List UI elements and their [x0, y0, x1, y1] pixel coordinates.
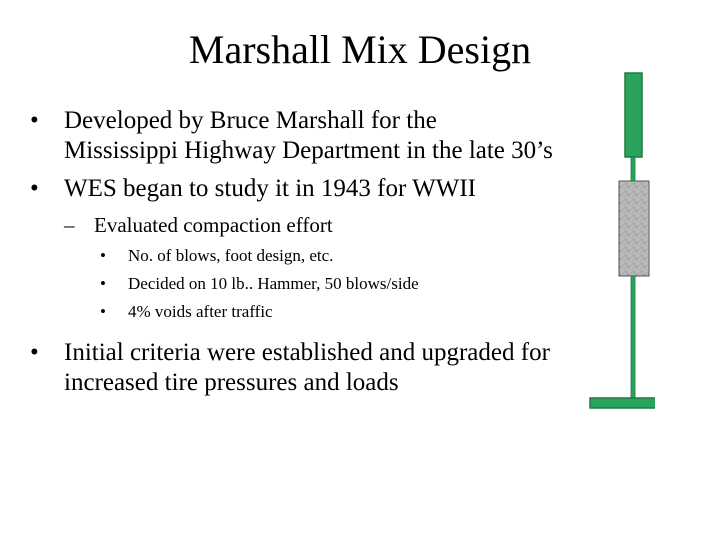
- bullet-item: [28, 106, 568, 166]
- hammer-shaft: [631, 157, 635, 181]
- bullet-item: [28, 338, 568, 398]
- sub-sub-bullet-marker: •: [100, 302, 106, 321]
- hammer-handle: [625, 73, 642, 157]
- hammer-foot: [590, 398, 655, 408]
- slide-title: Marshall Mix Design: [188, 27, 532, 72]
- sub-sub-bullet-text: 4% voids after traffic: [128, 302, 273, 321]
- sub-sub-bullet-marker: •: [100, 246, 106, 265]
- sub-sub-bullet-text: Decided on 10 lb.. Hammer, 50 blows/side: [128, 274, 419, 293]
- bullet-text: WES began to study it in 1943 for WWII: [64, 175, 476, 202]
- sub-sub-bullet-item: [96, 298, 568, 326]
- hammer-rod: [631, 276, 635, 398]
- bullet-marker: •: [30, 339, 39, 366]
- bullet-marker: •: [30, 175, 39, 202]
- slide-body: [28, 106, 568, 406]
- sub-sub-bullet-list: [96, 242, 568, 326]
- sub-sub-bullet-item: [96, 270, 568, 298]
- sub-sub-bullet-text: No. of blows, foot design, etc.: [128, 246, 334, 265]
- sub-bullet-marker: –: [64, 213, 75, 237]
- bullet-marker: •: [30, 107, 39, 134]
- bullet-item: [28, 174, 568, 204]
- specimen-mold: [619, 181, 649, 276]
- sub-bullet-item: [64, 212, 568, 238]
- marshall-hammer-illustration: [585, 70, 655, 415]
- sub-sub-bullet-item: [96, 242, 568, 270]
- bullet-text: Initial criteria were established and upgraded for increased tire pressures and loads: [64, 339, 550, 396]
- sub-bullet-text: Evaluated compaction effort: [94, 213, 333, 237]
- sub-sub-bullet-marker: •: [100, 274, 106, 293]
- bullet-text: Developed by Bruce Marshall for the Mississippi Highway Department in the late 30’s: [64, 107, 553, 164]
